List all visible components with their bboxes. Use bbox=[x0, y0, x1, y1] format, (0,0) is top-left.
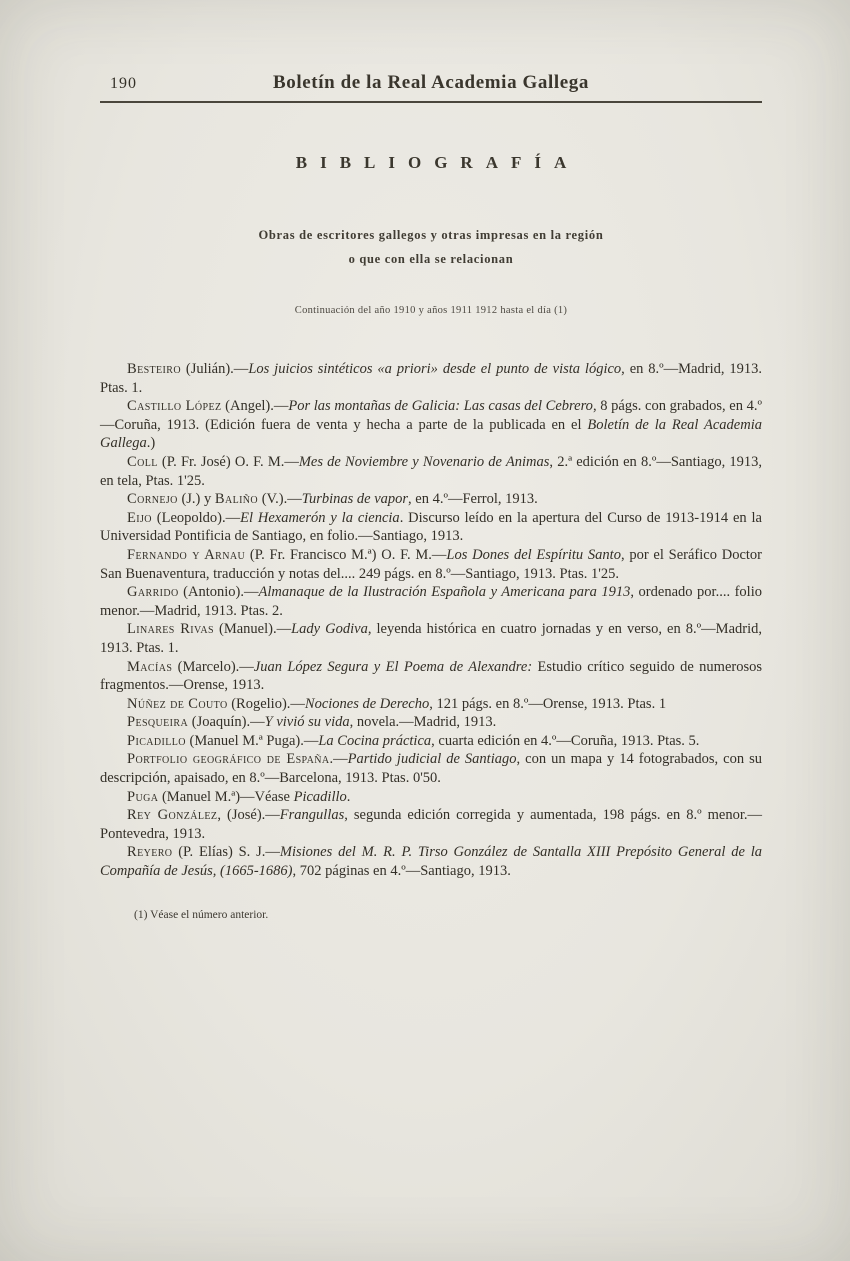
entry-text: , leyenda histórica en cuatro jornadas y en verso, en 8.º—Madrid, 1913. Ptas. 1. bbox=[100, 621, 762, 656]
author-name: Núñez de Couto bbox=[127, 695, 228, 712]
bibliography-entry bbox=[100, 490, 762, 509]
entry-text: .) bbox=[146, 435, 156, 452]
subtitle-line-2: o que con ella se relacionan bbox=[348, 252, 514, 266]
entry-text: , (José).— bbox=[217, 807, 280, 824]
entry-text: . Discurso leído en la apertura del Curso de 1913-1914 en la Universidad Pontificia de Santiago, en folio.—Santiago, 1913. bbox=[100, 509, 762, 545]
entry-text: (Manuel M.ª)—Véase bbox=[158, 788, 294, 805]
work-title: Por las montañas de Galicia: Las casas del Cebrero bbox=[288, 398, 593, 415]
entry-text: (Joaquín).— bbox=[188, 714, 265, 731]
entry-text: , con un mapa y 14 fotograbados, con su descripción, apaisado, en 8.º—Barcelona, 1913. Ptas. 0'50. bbox=[100, 751, 762, 787]
bibliography-entry bbox=[100, 788, 762, 807]
section-title: BIBLIOGRAFÍA bbox=[295, 153, 580, 172]
entry-text: , 8 págs. con grabados, en 4.º—Coruña, 1913. (Edición fuera de venta y hecha a parte de la publicada en el bbox=[100, 398, 762, 433]
bibliography-entry bbox=[100, 806, 762, 843]
work-title: Y vivió su vida bbox=[264, 714, 350, 731]
entry-text: (Julián).— bbox=[180, 361, 249, 377]
bibliography-entry bbox=[100, 843, 762, 880]
work-title: Los juicios sintéticos «a priori» desde el punto de vista lógico bbox=[248, 361, 622, 377]
author-name: Fernando y Arnau bbox=[127, 546, 246, 563]
header-rule bbox=[100, 101, 762, 103]
entry-text: .— bbox=[329, 751, 348, 768]
continuation-note: Continuación del año 1910 y años 1911 1912 hasta el día (1) bbox=[294, 305, 568, 316]
work-title: Picadillo bbox=[293, 788, 347, 805]
page-number: 190 bbox=[110, 75, 137, 92]
subtitle-line-1: Obras de escritores gallegos y otras impresas en la región bbox=[258, 228, 604, 242]
work-title: El Hexamerón y la ciencia bbox=[240, 509, 400, 526]
bibliography-entry bbox=[100, 750, 762, 787]
work-title: Los Dones del Espíritu Santo bbox=[446, 546, 621, 563]
bibliography-entries bbox=[100, 360, 762, 881]
author-name: Macías bbox=[127, 658, 173, 675]
bibliography-entry bbox=[100, 713, 762, 732]
author-name: Linares Rivas bbox=[127, 621, 214, 638]
author-name: Eijo bbox=[127, 509, 152, 526]
bibliography-entry bbox=[100, 658, 762, 695]
entry-text: , cuarta edición en 4.º—Coruña, 1913. Ptas. 5. bbox=[431, 732, 700, 749]
work-title: Juan López Segura y El Poema de Alexandre: bbox=[253, 658, 533, 675]
entry-text: (Leopoldo).— bbox=[151, 509, 241, 526]
entry-text: (P. Fr. José) O. F. M.— bbox=[157, 453, 299, 470]
author-name: Puga bbox=[127, 788, 159, 805]
author-name: Pesqueira bbox=[127, 714, 189, 731]
author-name: Coll bbox=[127, 453, 158, 470]
work-title: Nociones de Derecho bbox=[304, 695, 430, 712]
bibliography-entry bbox=[100, 620, 762, 657]
entry-text: (Rogelio).— bbox=[227, 695, 305, 712]
bibliography-entry bbox=[100, 732, 762, 751]
bibliography-entry bbox=[100, 360, 762, 397]
author-name: Cornejo bbox=[127, 491, 178, 508]
entry-text: (Manuel).— bbox=[213, 621, 292, 638]
bibliography-entry bbox=[100, 695, 762, 714]
page-content bbox=[100, 0, 762, 921]
bibliography-entry bbox=[100, 453, 762, 490]
author-name: Picadillo bbox=[127, 732, 186, 749]
work-title: Partido judicial de Santiago bbox=[347, 751, 517, 768]
work-title: Frangullas bbox=[279, 807, 345, 824]
author-name: Castillo López bbox=[127, 398, 222, 415]
entry-text: , en 8.º—Madrid, 1913. Ptas. 1. bbox=[100, 361, 763, 396]
entry-text: , novela.—Madrid, 1913. bbox=[349, 714, 497, 731]
entry-text: (Angel).— bbox=[221, 398, 289, 415]
entry-text: Estudio crítico seguido de numerosos fragmentos.—Orense, 1913. bbox=[100, 658, 763, 694]
entry-text: , 2.ª edición en 8.º—Santiago, 1913, en tela, Ptas. 1'25. bbox=[100, 453, 762, 489]
work-title: Boletín de la Real Academia Gallega bbox=[100, 416, 762, 452]
entry-text: , por el Seráfico Doctor San Buenaventura, traducción y notas del.... 249 págs. en 8.º—Santiago, 1913. Ptas. 1'25. bbox=[100, 546, 762, 582]
author-name: Garrido bbox=[127, 584, 179, 601]
section-subtitle bbox=[100, 223, 762, 271]
page-header bbox=[100, 72, 762, 101]
entry-text: , ordenado por.... folio menor.—Madrid, 1913. Ptas. 2. bbox=[100, 584, 762, 619]
entry-text: (V.).— bbox=[258, 491, 302, 508]
work-title: Turbinas de vapor bbox=[301, 491, 409, 508]
entry-text: (P. Elías) S. J.— bbox=[172, 844, 280, 861]
bibliography-entry bbox=[100, 397, 762, 453]
footnote: (1) Véase el número anterior. bbox=[134, 908, 269, 921]
bibliography-entry bbox=[100, 509, 762, 546]
entry-text: , 702 páginas en 4.º—Santiago, 1913. bbox=[292, 863, 511, 880]
entry-text: . bbox=[346, 788, 351, 805]
bibliography-entry bbox=[100, 546, 762, 583]
author-name: Portfolio geográfico de España bbox=[127, 751, 330, 768]
author-name: Baliño bbox=[214, 491, 259, 508]
work-title: Mes de Noviembre y Novenario de Animas bbox=[298, 453, 550, 470]
author-name: Besteiro bbox=[127, 361, 181, 377]
entry-text: (Antonio).— bbox=[178, 584, 259, 601]
work-title: Lady Godiva bbox=[291, 621, 368, 638]
running-title: Boletín de la Real Academia Gallega bbox=[272, 72, 589, 93]
entry-text: (Manuel M.ª Puga).— bbox=[185, 732, 319, 749]
entry-text: (P. Fr. Francisco M.ª) O. F. M.— bbox=[245, 546, 447, 563]
entry-text: , segunda edición corregida y aumentada, 198 págs. en 8.º menor.—Pontevedra, 1913. bbox=[100, 807, 762, 842]
author-name: Rey González bbox=[127, 807, 218, 824]
work-title: La Cocina práctica bbox=[318, 732, 432, 749]
work-title: Misiones del M. R. P. Tirso González de Santalla XIII Prepósito General de la Compañía de Jesús, (1665-1686) bbox=[100, 844, 762, 880]
entry-text: (Marcelo).— bbox=[172, 658, 254, 675]
author-name: Reyero bbox=[127, 844, 173, 861]
entry-text: , 121 págs. en 8.º—Orense, 1913. Ptas. 1 bbox=[429, 695, 667, 712]
entry-text: (J.) y bbox=[177, 491, 215, 508]
entry-text: , en 4.º—Ferrol, 1913. bbox=[408, 491, 538, 508]
bibliography-entry bbox=[100, 583, 762, 620]
work-title: Almanaque de la Ilustración Española y Americana para 1913 bbox=[258, 584, 631, 601]
